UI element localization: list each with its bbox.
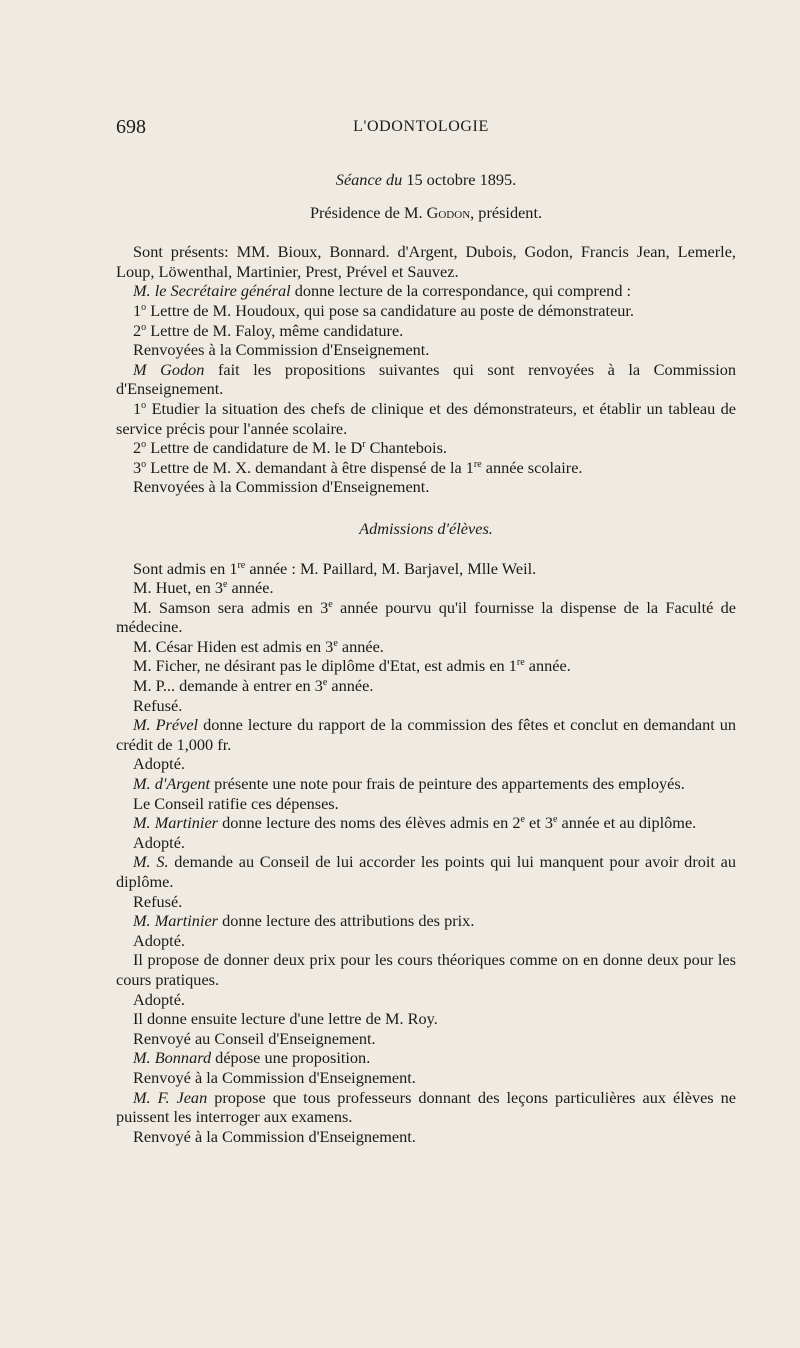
s-text: demande au Conseil de lui accorder les points qui lui manquent pour avoir droit au diplôme. [116, 852, 736, 891]
paragraph-godon [116, 360, 736, 399]
running-title: L'ODONTOLOGIE [353, 118, 489, 135]
admission-text: M. P... demande à entrer en 3 [133, 676, 323, 696]
admission-5 [116, 656, 736, 676]
proposition-1 [116, 399, 736, 438]
paragraph-adopte-4: Adopté. [133, 989, 185, 1009]
paragraph-renvoye-3: Renvoyé au Conseil d'Enseignement. [133, 1028, 376, 1048]
correspondance-item-1 [116, 301, 736, 321]
godon-text: fait les propositions suivantes qui sont renvoyées à la Commission d'Enseignement. [116, 359, 737, 399]
paragraph-prevel [116, 715, 736, 754]
admission-text-end: année pourvu qu'il fournisse la dispense de la Faculté de médecine. [116, 597, 736, 637]
paragraph-adopte-1: Adopté. [133, 754, 185, 774]
superscript: e [520, 814, 525, 826]
item-text: Lettre de M. Faloy, même candidature. [150, 320, 404, 340]
presidence-suffix: , président. [470, 202, 543, 222]
admission-text-end: année. [331, 676, 374, 696]
admission-text-end: année. [341, 636, 384, 656]
session-date: 15 octobre 1895. [406, 170, 517, 189]
paragraph-presents: Sont présents: MM. Bioux, Bonnard. d'Argent, Dubois, Godon, Francis Jean, Lemerle, Loup, Löwenthal, Martinier, Prest, Prével et Sauvez. [116, 242, 736, 281]
section-title [116, 519, 736, 539]
paragraph-s [116, 852, 736, 891]
paragraph-renvoye-5: Renvoyé à la Commission d'Enseignement. [133, 1126, 416, 1146]
page-header [116, 116, 726, 138]
superscript: re [473, 458, 482, 470]
ordinal-mark: o [141, 321, 147, 333]
superscript: e [322, 677, 328, 689]
ordinal-mark: o [141, 439, 147, 451]
martinier-text-end: année et au diplôme. [561, 813, 697, 833]
admission-text: M. Ficher, ne désirant pas le diplôme d'Etat, est admis en 1 [133, 656, 517, 676]
paragraph-conseil: Le Conseil ratifie ces dépenses. [133, 793, 339, 813]
admission-1 [116, 559, 736, 579]
paragraph-renvoyees-2: Renvoyées à la Commission d'Enseignement. [133, 477, 430, 497]
president-name: Godon [426, 202, 471, 222]
document-body [116, 170, 736, 1146]
speaker-godon: M Godon [133, 359, 205, 379]
item-number: 2 [133, 320, 142, 340]
item-text: Lettre de M. X. demandant à être dispensé de la 1 [150, 457, 474, 477]
speaker-s: M. S. [133, 852, 169, 872]
paragraph-refuse-2: Refusé. [133, 891, 183, 911]
speaker-jean: M. F. Jean [133, 1087, 208, 1107]
paragraph-renvoye-4: Renvoyé à la Commission d'Enseignement. [133, 1067, 416, 1087]
ordinal-mark: o [141, 301, 147, 313]
admission-3 [116, 598, 736, 637]
superscript: e [333, 637, 338, 649]
paragraph-refuse-1: Refusé. [133, 695, 183, 715]
paragraph-roy: Il donne ensuite lecture d'une lettre de M. Roy. [133, 1009, 438, 1029]
martinier-text-mid: et 3 [529, 813, 553, 833]
ordinal-mark: o [141, 458, 147, 470]
prevel-text: donne lecture du rapport de la commission des fêtes et conclut en demandant un crédit de 1,000 fr. [116, 715, 736, 754]
paragraph-martinier-2 [116, 911, 736, 931]
admission-text: Sont admis en 1 [133, 558, 238, 578]
item-number: 2 [133, 438, 142, 458]
proposition-3 [116, 458, 736, 478]
speaker-bonnard: M. Bonnard [133, 1048, 212, 1068]
page-number: 698 [116, 116, 146, 138]
admission-text-end: année. [231, 578, 274, 598]
paragraph-adopte-2: Adopté. [133, 832, 185, 852]
item-text-end: Chantebois. [369, 438, 447, 458]
presidence-line [116, 203, 736, 223]
paragraph-bonnard [116, 1048, 736, 1068]
martinier-text: donne lecture des noms des élèves admis en 2 [222, 813, 521, 833]
speaker-argent: M. d'Argent [133, 774, 211, 794]
section-title-text: Admissions d'élèves. [359, 518, 493, 538]
item-number: 1 [133, 398, 142, 418]
item-text-end: année scolaire. [485, 457, 583, 477]
superscript: e [222, 579, 228, 591]
admission-2 [116, 578, 736, 598]
admission-4 [116, 637, 736, 657]
speaker-prevel: M. Prével [133, 715, 199, 735]
jean-text: propose que tous professeurs donnant des leçons particulières aux élèves ne puissent les interroger aux examens. [116, 1087, 736, 1127]
proposition-2 [116, 438, 736, 458]
presidence-prefix: Présidence de M. [309, 202, 423, 222]
item-text: Lettre de candidature de M. le D [150, 438, 363, 458]
paragraph-argent [116, 774, 736, 794]
admission-text: M. Samson sera admis en 3 [133, 597, 329, 617]
speaker-secretaire: M. le Secrétaire général [133, 281, 291, 301]
superscript: e [553, 814, 558, 826]
argent-text: présente une note pour frais de peinture des appartements des employés. [214, 774, 685, 794]
admission-text: M. César Hiden est admis en 3 [133, 636, 334, 656]
paragraph-martinier-1 [116, 813, 736, 833]
speaker-martinier: M. Martinier [133, 911, 219, 931]
paragraph-renvoyees-1: Renvoyées à la Commission d'Enseignement. [133, 340, 430, 360]
paragraph-prix: Il propose de donner deux prix pour les cours théoriques comme on en donne deux pour les cours pratiques. [116, 950, 736, 989]
item-text: Lettre de M. Houdoux, qui pose sa candidature au poste de démonstrateur. [150, 300, 634, 320]
admission-text: M. Huet, en 3 [133, 578, 223, 598]
item-number: 3 [133, 457, 142, 477]
bonnard-text: dépose une proposition. [215, 1048, 371, 1068]
superscript: re [516, 657, 525, 669]
item-number: 1 [133, 300, 142, 320]
admission-text-end: année. [528, 656, 571, 676]
admission-6 [116, 676, 736, 696]
paragraph-secretaire [116, 281, 736, 301]
martinier-text: donne lecture des attributions des prix. [222, 911, 475, 931]
ordinal-mark: o [141, 399, 147, 411]
speaker-martinier: M. Martinier [133, 813, 219, 833]
superscript: re [237, 559, 246, 571]
admission-text-end: année : M. Paillard, M. Barjavel, Mlle Weil. [249, 558, 537, 578]
superscript: r [362, 439, 366, 451]
session-title-prefix: Séance du [335, 170, 403, 189]
paragraph-jean [116, 1088, 736, 1127]
paragraph-adopte-3: Adopté. [133, 930, 185, 950]
session-title [116, 170, 736, 190]
superscript: e [328, 598, 333, 610]
correspondance-item-2 [116, 321, 736, 341]
secretaire-text: donne lecture de la correspondance, qui comprend : [294, 281, 632, 301]
item-text: Etudier la situation des chefs de clinique et des démonstrateurs, et établir un tableau de service précis pour l'année scolaire. [116, 398, 736, 438]
